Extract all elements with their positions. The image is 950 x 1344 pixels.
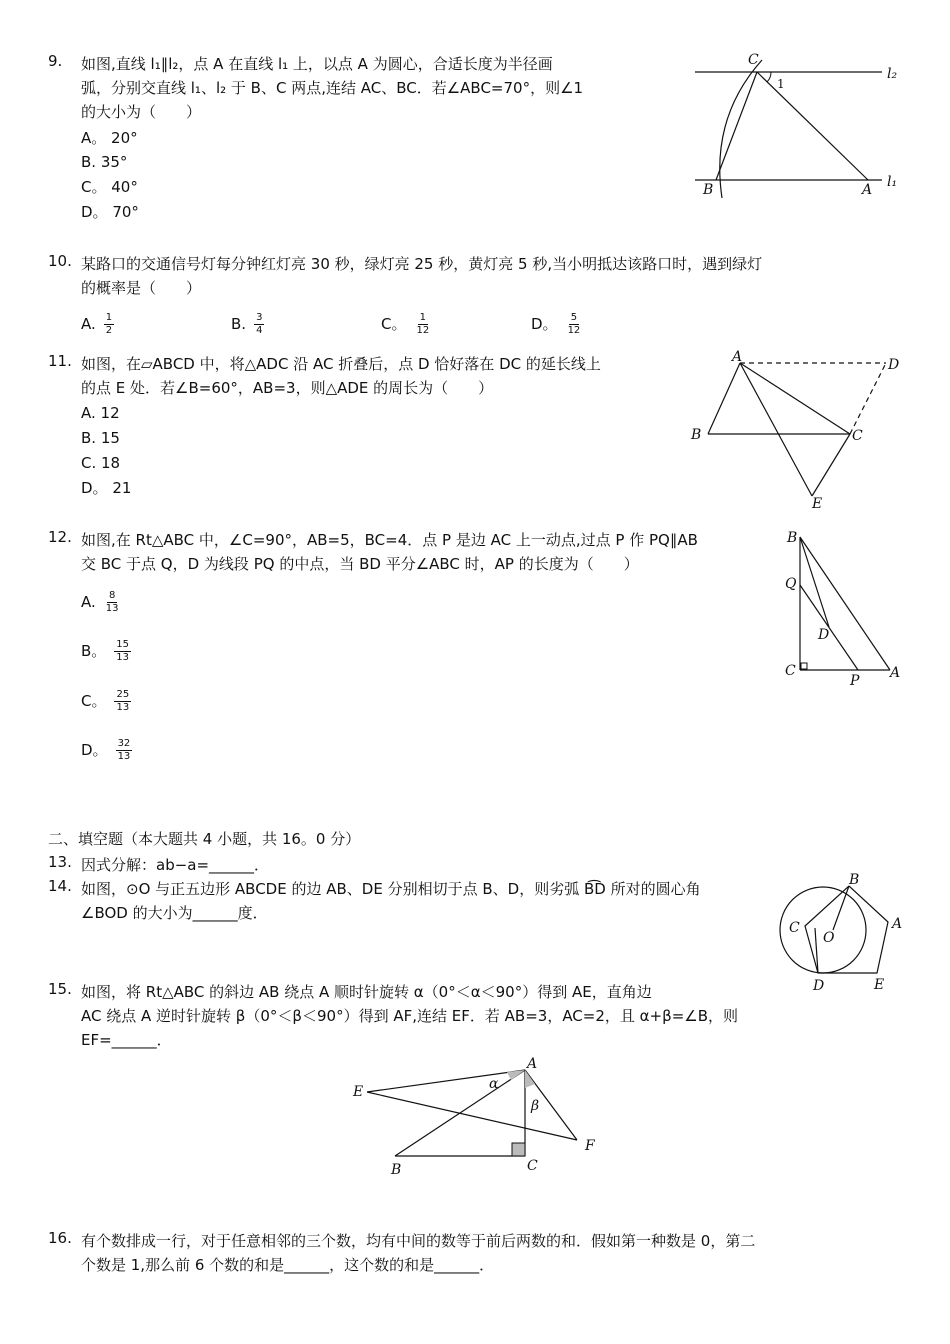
question-stem (81, 352, 601, 400)
segment-ae (740, 363, 812, 496)
option-b: B. $\frac{3}{4}$ (231, 312, 263, 336)
label-a: A (527, 1056, 538, 1072)
stem-line: 如图，在▱ABCD 中，将△ADC 沿 AC 折叠后，点 D 恰好落在 DC 的延长线上 (81, 355, 601, 373)
option-d: D。 $\frac{32}{13}$ (81, 738, 131, 762)
label-c: C (527, 1158, 538, 1174)
question-stem (81, 877, 701, 925)
segment-bc (716, 72, 757, 180)
stem-line: 弧，分别交直线 l₁、l₂ 于 B、C 两点,连结 AC、BC．若∠ABC=70°，则∠1 (81, 79, 584, 97)
segment-ac (757, 72, 868, 180)
stem-line: 如图,直线 l₁∥l₂，点 A 在直线 l₁ 上，以点 A 为圆心，合适长度为半径画 (81, 55, 553, 73)
segment-ac (740, 363, 850, 434)
option-b: B. 35° (81, 153, 128, 171)
label-1: 1 (777, 77, 785, 91)
label-l1: l₁ (887, 174, 898, 190)
stem-line: EF=______． (81, 1031, 172, 1049)
segment-ef (367, 1092, 577, 1140)
figure-q11 (688, 348, 908, 513)
stem-line: 某路口的交通信号灯每分钟红灯亮 30 秒，绿灯亮 25 秒，黄灯亮 5 秒,当小明抵达该路口时，遇到绿灯 (81, 255, 763, 273)
question-number: 10. (48, 252, 72, 270)
question-number: 13. (48, 853, 72, 871)
question-number: 12. (48, 528, 72, 546)
option-c: C。 40° (81, 178, 138, 196)
label-a: A (890, 665, 901, 681)
question-16 (48, 1229, 918, 1279)
label-beta: β (531, 1098, 540, 1114)
fraction: $\frac{8}{13}$ (105, 590, 119, 614)
stem-line: ∠BOD 的大小为______度． (81, 904, 268, 922)
stem-line: 如图，将 Rt△ABC 的斜边 AB 绕点 A 顺时针旋转 α（0°＜α＜90°）得到 AE，直角边 (81, 983, 652, 1001)
label-b: B (849, 872, 860, 888)
question-stem (81, 252, 762, 300)
label-d: D (888, 357, 900, 373)
question-14 (48, 877, 768, 927)
stem-line: 的概率是（ ） (81, 279, 202, 297)
stem-line: 交 BC 于点 Q，D 为线段 PQ 的中点，当 BD 平分∠ABC 时，AP 的长度为（ ） (81, 555, 639, 573)
right-angle-mark (801, 663, 807, 669)
label-a: A (732, 349, 743, 365)
arc (720, 60, 762, 198)
label-e: E (353, 1084, 364, 1100)
stem-line: 有个数排成一行，对于任意相邻的三个数，均有中间的数等于前后两数的和．假如第一种数是 0，第二 (81, 1232, 756, 1250)
label-b: B (787, 530, 798, 546)
option-d: D。 70° (81, 203, 139, 221)
label-b: B (691, 427, 702, 443)
option-b: B. 15 (81, 429, 120, 447)
section-title: 二、填空题（本大题共 4 小题，共 16。0 分） (48, 830, 361, 848)
question-11 (48, 352, 668, 502)
option-a: A. 12 (81, 404, 120, 422)
right-angle-mark (512, 1143, 525, 1156)
label-f: F (585, 1138, 595, 1154)
beta-arc (525, 1070, 535, 1088)
fraction: $\frac{3}{4}$ (256, 312, 263, 336)
label-c: C (852, 428, 863, 444)
figure-q9 (690, 48, 910, 203)
label-alpha: α (489, 1076, 499, 1092)
label-q: Q (785, 576, 797, 592)
label-c: C (748, 52, 759, 68)
option-c: C。 $\frac{1}{12}$ (381, 312, 430, 336)
option-a: A. $\frac{1}{2}$ (81, 312, 113, 336)
label-e: E (812, 496, 823, 512)
stem-line: AC 绕点 A 逆时针旋转 β（0°＜β＜90°）得到 AF,连结 EF．若 AB=3，AC=2，且 α+β=∠B，则 (81, 1007, 738, 1025)
question-12 (48, 528, 768, 768)
label-a: A (862, 182, 873, 198)
label-b: B (391, 1162, 402, 1178)
label-b: B (703, 182, 714, 198)
figure-q12 (780, 525, 910, 690)
question-number: 16. (48, 1229, 72, 1247)
label-l2: l₂ (887, 66, 898, 82)
question-9 (48, 52, 658, 227)
option-c: C。 $\frac{25}{13}$ (81, 689, 130, 713)
option-d: D。 21 (81, 479, 132, 497)
figure-q15 (345, 1052, 610, 1182)
fraction: $\frac{32}{13}$ (117, 738, 131, 762)
stem-line: 如图,在 Rt△ABC 中，∠C=90°，AB=5，BC=4．点 P 是边 AC 上一动点,过点 P 作 PQ∥AB (81, 531, 698, 549)
figure-q14 (775, 870, 915, 995)
option-a: A. $\frac{8}{13}$ (81, 590, 119, 614)
label-c: C (785, 663, 796, 679)
fraction: $\frac{1}{2}$ (105, 312, 113, 336)
question-number: 14. (48, 877, 72, 895)
option-d: D。 $\frac{5}{12}$ (531, 312, 581, 336)
question-stem (81, 980, 738, 1052)
question-number: 11. (48, 352, 72, 370)
segment-ae (367, 1070, 525, 1092)
option-c: C. 18 (81, 454, 121, 472)
label-d: D (813, 978, 825, 994)
question-stem (81, 1229, 755, 1277)
alpha-arc (507, 1070, 525, 1080)
label-c: C (789, 920, 800, 936)
label-e: E (874, 977, 885, 993)
label-p: P (850, 673, 860, 689)
angle-1-arc (767, 72, 771, 82)
fraction: $\frac{25}{13}$ (116, 689, 130, 713)
stem-line: 的大小为（ ） (81, 103, 202, 121)
segment-bd (800, 537, 829, 627)
fraction: $\frac{15}{13}$ (116, 639, 130, 663)
segment-cd-dashed (850, 363, 886, 434)
fraction: $\frac{5}{12}$ (567, 312, 581, 336)
stem-line: 如图，⊙O 与正五边形 ABCDE 的边 AB、DE 分别相切于点 B、D，则劣弧 B͡D 所对的圆心角 (81, 880, 701, 898)
question-13 (48, 853, 648, 877)
segment-ce (812, 434, 850, 496)
question-stem (81, 52, 583, 124)
label-a: A (892, 916, 903, 932)
question-stem: 因式分解：ab−a=______． (81, 856, 270, 874)
question-number: 9. (48, 52, 63, 70)
segment-ab (708, 363, 740, 434)
question-15 (48, 980, 918, 1055)
fraction: $\frac{1}{12}$ (416, 312, 430, 336)
option-a: A。 20° (81, 129, 138, 147)
stem-line: 个数是 1,那么前 6 个数的和是______，这个数的和是______． (81, 1256, 495, 1274)
question-10 (48, 252, 908, 342)
question-number: 15. (48, 980, 72, 998)
stem-line: 的点 E 处．若∠B=60°，AB=3，则△ADE 的周长为（ ） (81, 379, 494, 397)
label-o: O (823, 930, 835, 946)
option-b: B。 $\frac{15}{13}$ (81, 639, 130, 663)
label-d: D (818, 627, 830, 643)
question-stem (81, 528, 698, 576)
